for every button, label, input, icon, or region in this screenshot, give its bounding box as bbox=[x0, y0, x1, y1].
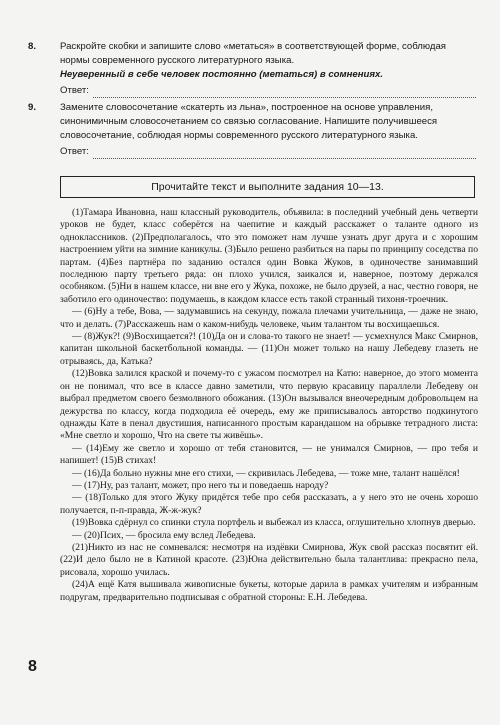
reading-instruction-box: Прочитайте текст и выполните задания 10—13. bbox=[60, 176, 475, 198]
task-8 bbox=[28, 40, 478, 98]
task-8-example: Неуверенный в себе человек постоянно (метаться) в сомнениях. bbox=[60, 69, 384, 80]
paragraph: (24)А ещё Катя вышивала живописные букеты, которые дарила в рамках учителям и избранным подругам, предварительно подписывая с обратной стороны: Е.Н. Лебедева. bbox=[60, 579, 478, 603]
page-number: 8 bbox=[28, 658, 37, 675]
task-9-instruction: Замените словосочетание «скатерть из льна», построенное на основе управления, синонимичным словосочетанием со связью согласование. Напишите получившееся словосочетание, соблюдая нормы современного русского литературного языка. bbox=[60, 102, 438, 141]
task-8-instruction: Раскройте скобки и запишите слово «метаться» в соответствующей форме, соблюдая нормы современного русского литературного языка. bbox=[60, 41, 446, 66]
task-9 bbox=[28, 101, 478, 159]
paragraph: — (18)Только для этого Жуку придётся тебе про себя рассказать, а у него это не очень хорошо получается, п-п-правда, Ж-ж-жук? bbox=[60, 492, 478, 516]
task-9-answer bbox=[60, 145, 478, 159]
task-8-answer bbox=[60, 84, 478, 98]
paragraph: (1)Тамара Ивановна, наш классный руководитель, объявила: в последний учебный день четверти уроков не будет, класс соберётся на чаепитие и каждый расскажет о таланте одного из одноклассников. (2)Предполагалось, что это поможет нам лучше узнать друг друга и с хорошим настроением уйти на зимние каникулы. (3)Было решено разбиться на пары по принципу соседства по партам. (4)Без партнёра по заданию остался один Вовка Жуков, в одиночестве занимавший последнюю парту третьего ряда: он плохо учился, заикался и, наверное, поэтому держался особняком. (5)Ни в нашем классе, ни вне его у Жука, похоже, не было друзей, а нас, честно говоря, не заботило его одиночество: подумаешь, в каждом классе есть такой странный тихоня-троечник. bbox=[60, 207, 478, 305]
paragraph: — (8)Жук?! (9)Восхищается?! (10)Да он и слова-то такого не знает! — усмехнулся Макс Смирнов, капитан школьной баскетбольной команды. — (11)Он может только на нашу Лебедеву глазеть не отрываясь, да, Катька? bbox=[60, 331, 478, 367]
paragraph: (21)Никто из нас не сомневался: несмотря на издёвки Смирнова, Жук свой рассказ посвятит ей. (22)И дело было не в Катиной красоте. (23)Юна действительно была талантлива: прекрасно пела, рисовала, хорошо училась. bbox=[60, 541, 478, 578]
paragraph: — (16)Да больно нужны мне его стихи, — скривилась Лебедева, — тоже мне, талант нашёлся! bbox=[72, 467, 460, 479]
task-8-answer-line[interactable] bbox=[93, 87, 476, 98]
task-9-answer-line[interactable] bbox=[93, 148, 476, 159]
task-9-number: 9. bbox=[28, 102, 37, 113]
reading-text bbox=[60, 207, 478, 604]
paragraph: — (6)Ну а тебе, Вова, — задумавшись на секунду, пожала плечами учительница, — даже не знаю, что и делать. (7)Расскажешь нам о каком-нибудь человеке, чьим талантом ты восхищаешься. bbox=[60, 306, 478, 330]
paragraph: — (14)Ему же светло и хорошо от тебя становится, — не унимался Смирнов, — про тебя и напишет! (15)В стихах! bbox=[60, 442, 478, 467]
paragraph: — (17)Ну, раз талант, может, про него ты и поведаешь народу? bbox=[72, 479, 329, 491]
task-9-answer-label: Ответ: bbox=[60, 146, 89, 157]
task-8-number: 8. bbox=[28, 41, 37, 52]
paragraph: — (20)Псих, — бросила ему вслед Лебедева. bbox=[72, 529, 256, 541]
paragraph: (12)Вовка залился краской и почему-то с ужасом посмотрел на Катю: наверное, до этого момента он не понимал, что все в классе давно заметили, что первую красавицу параллели Лебедеву он выбрал предметом своего безмолвного обожания. (13)Он вызывался внеочередным добровольцем на дежурства по классу, когда подходила её очередь, ему же приписывалось авторство подкинутого однажды Кате в пенал двустишия, написанного простым карандашом на обрывке тетрадного листа: «Мне светло и хорошо, Что на свете ты живёшь». bbox=[60, 368, 478, 442]
task-8-answer-label: Ответ: bbox=[60, 85, 89, 96]
paragraph: (19)Вовка сдёрнул со спинки стула портфель и выбежал из класса, оглушительно хлопнув дверью. bbox=[72, 517, 476, 529]
